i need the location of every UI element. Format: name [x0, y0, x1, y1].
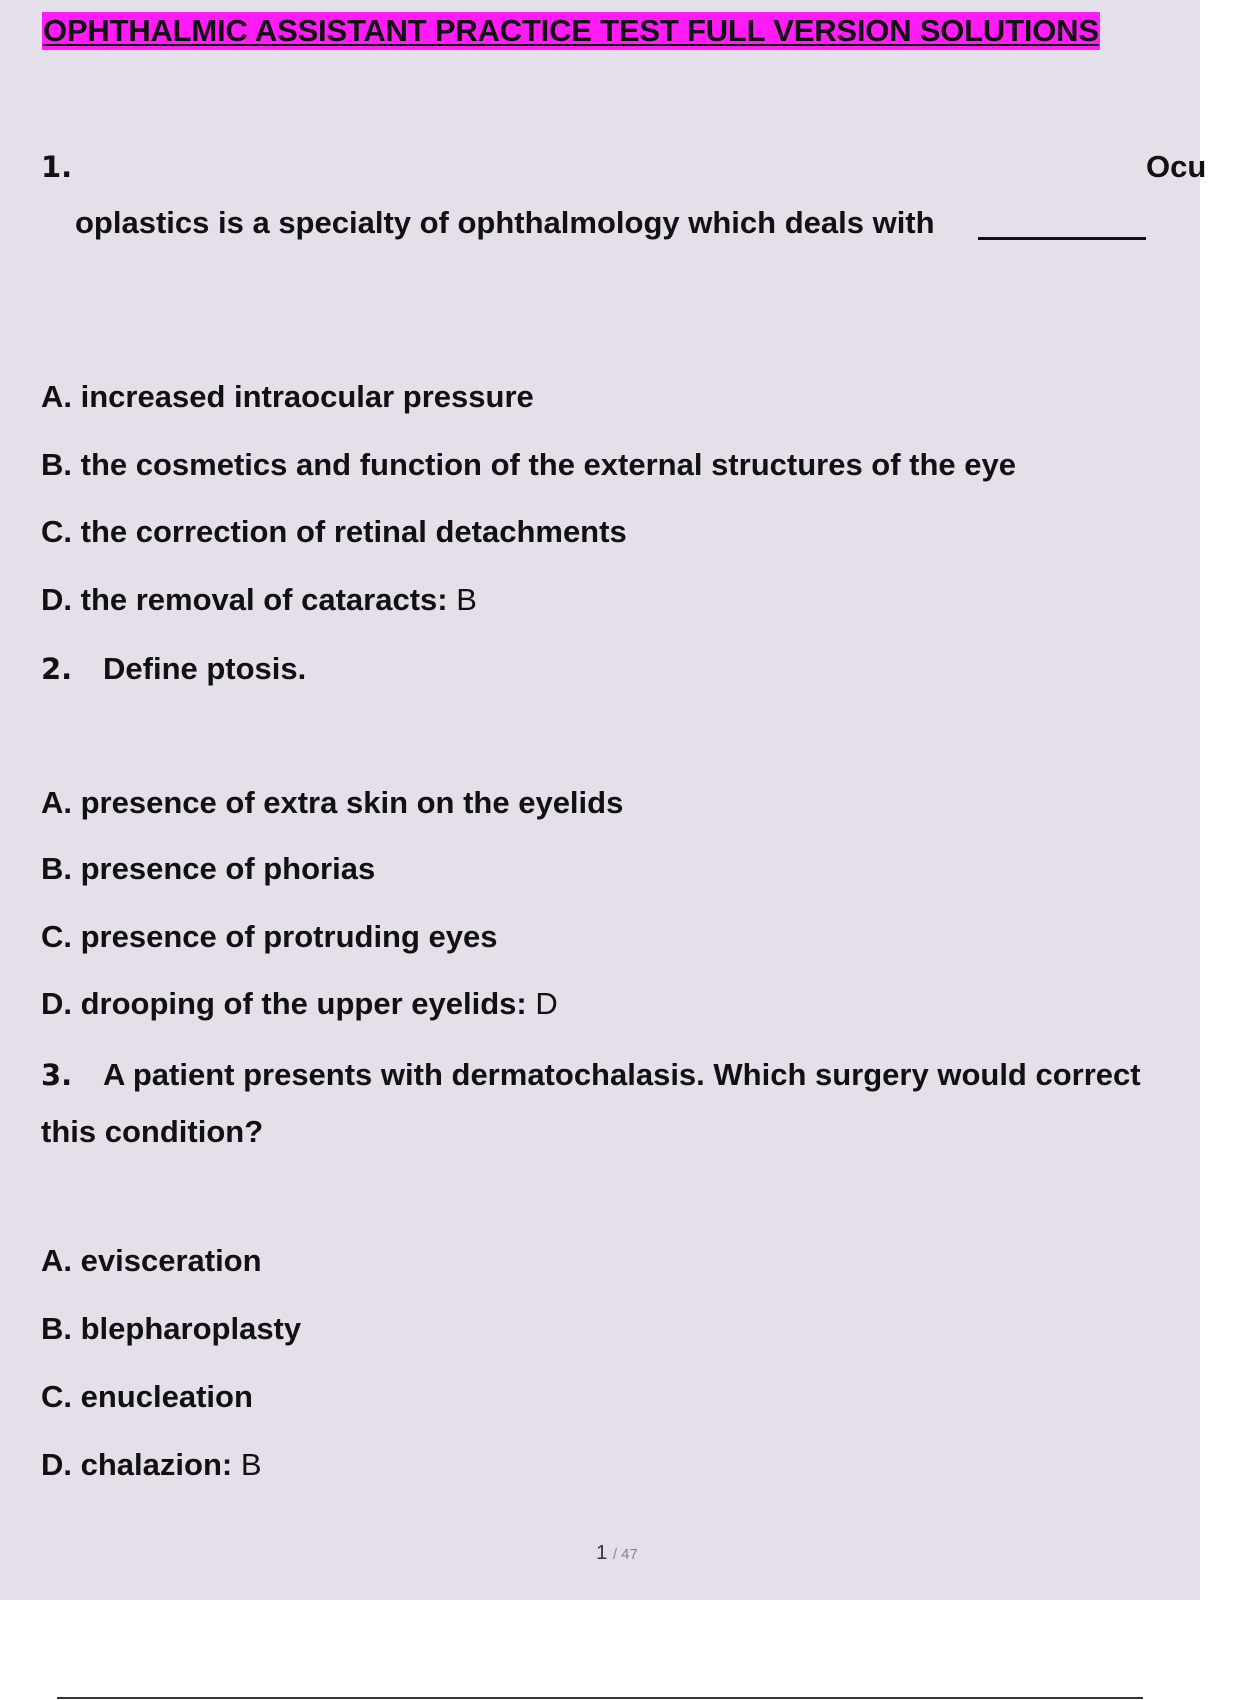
option-label: B. [41, 1311, 72, 1346]
option-label: A. [41, 1243, 72, 1278]
page-counter [0, 1541, 1234, 1567]
question-3-option-c [41, 1378, 253, 1416]
question-1-option-d [41, 581, 477, 619]
question-1-number: 1. [41, 150, 73, 184]
option-text: blepharoplasty [80, 1311, 302, 1346]
question-1-text: oplastics is a specialty of ophthalmology which deals with [75, 205, 935, 240]
option-text: the cosmetics and function of the external structures of the eye [80, 447, 1016, 482]
question-1-option-c [41, 513, 627, 551]
option-text: chalazion: [80, 1447, 233, 1482]
option-label: D. [41, 1447, 72, 1482]
document-title: OPHTHALMIC ASSISTANT PRACTICE TEST FULL VERSION SOLUTIONS [43, 13, 1099, 48]
next-page-divider [57, 1697, 1143, 1699]
question-3-option-d [41, 1446, 262, 1484]
question-1-option-b [41, 446, 1016, 484]
option-label: B. [41, 851, 72, 886]
option-text: enucleation [80, 1379, 253, 1414]
question-2-option-b [41, 850, 375, 888]
option-text: the correction of retinal detachments [80, 514, 627, 549]
option-text: presence of extra skin on the eyelids [80, 785, 624, 820]
option-label: C. [41, 1379, 72, 1414]
question-2-text: Define ptosis. [103, 651, 307, 686]
current-page: 1 [596, 1542, 608, 1564]
option-text: presence of protruding eyes [80, 919, 498, 954]
question-2-answer: D [535, 986, 558, 1021]
question-3-option-a [41, 1242, 262, 1280]
option-label: C. [41, 919, 72, 954]
question-3-number: 3. [41, 1058, 73, 1092]
option-text: increased intraocular pressure [80, 379, 534, 414]
question-2-number: 2. [41, 652, 73, 686]
question-1-answer: B [456, 582, 477, 617]
question-2-option-a [41, 784, 623, 822]
question-2-option-d [41, 985, 558, 1023]
option-label: D. [41, 986, 72, 1021]
option-text: the removal of cataracts: [80, 582, 448, 617]
option-label: A. [41, 379, 72, 414]
answer-blank [978, 237, 1146, 240]
option-label: A. [41, 785, 72, 820]
question-3-text-line-2: this condition? [41, 1114, 264, 1149]
question-3-option-b [41, 1310, 301, 1348]
question-1-option-a [41, 378, 534, 416]
question-3-answer: B [240, 1447, 262, 1482]
option-label: B. [41, 447, 72, 482]
option-label: D. [41, 582, 72, 617]
question-1-text-start: Ocu [1146, 149, 1207, 184]
option-label: C. [41, 514, 72, 549]
question-2-option-c [41, 918, 498, 956]
option-text: evisceration [80, 1243, 262, 1278]
option-text: presence of phorias [80, 851, 376, 886]
option-text: drooping of the upper eyelids: [80, 986, 527, 1021]
total-pages: / 47 [612, 1546, 638, 1563]
question-3-text-line-1: A patient presents with dermatochalasis. Which surgery would correct [103, 1057, 1141, 1092]
